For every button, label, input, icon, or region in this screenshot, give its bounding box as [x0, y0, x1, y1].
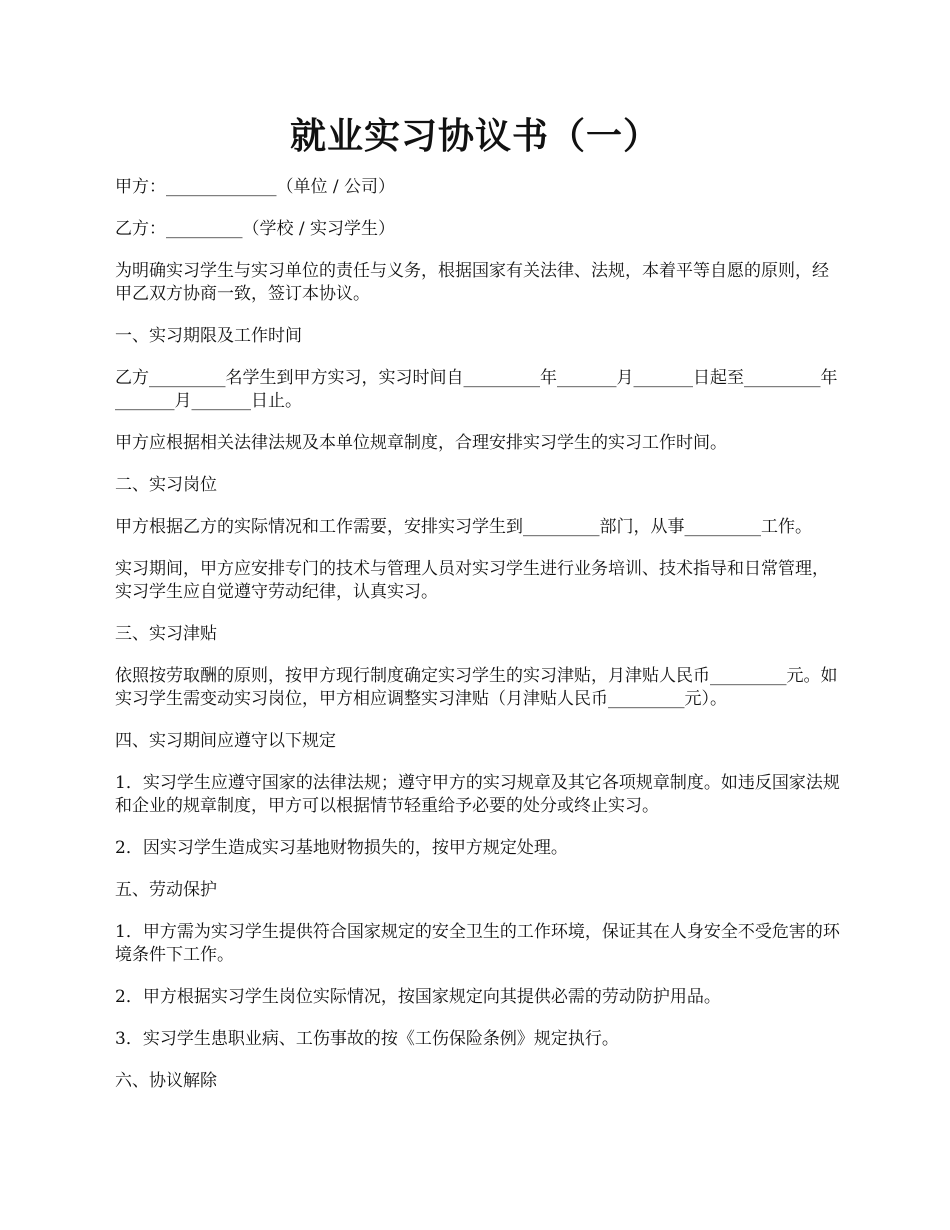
position-paragraph: 甲方根据乙方的实际情况和工作需要，安排实习学生到_________部门，从事_________工作。 [115, 517, 812, 537]
intro-paragraph: 为明确实习学生与实习单位的责任与义务，根据国家有关法律、法规，本着平等自愿的原则，经甲乙双方协商一致，签订本协议。 [115, 261, 829, 304]
document-body [115, 176, 845, 1112]
internship-period-paragraph: 乙方_________名学生到甲方实习，实习时间自_________年_______月_______日起至_________年_______月_______日止。 [115, 368, 838, 411]
section-heading-termination: 六、协议解除 [115, 1071, 217, 1091]
allowance-paragraph: 依照按劳取酬的原则，按甲方现行制度确定实习学生的实习津贴，月津贴人民币_________元。如实习学生需变动实习岗位，甲方相应调整实习津贴（月津贴人民币_________元）。 [115, 666, 838, 709]
protection-item-1: 1．甲方需为实习学生提供符合国家规定的安全卫生的工作环境，保证其在人身安全不受危害的环境条件下工作。 [115, 922, 840, 965]
protection-item-2: 2．甲方根据实习学生岗位实际情况，按国家规定向其提供必需的劳动防护用品。 [115, 987, 721, 1007]
section-heading-position: 二、实习岗位 [115, 475, 217, 495]
rules-item-1: 1．实习学生应遵守国家的法律法规；遵守甲方的实习规章及其它各项规章制度。如违反国家法规和企业的规章制度，甲方可以根据情节轻重给予必要的处分或终止实习。 [115, 773, 840, 816]
section-heading-rules: 四、实习期间应遵守以下规定 [115, 731, 336, 751]
protection-item-3: 3．实习学生患职业病、工伤事故的按《工伤保险条例》规定执行。 [115, 1029, 619, 1049]
section-heading-internship-period: 一、实习期限及工作时间 [115, 326, 302, 346]
party-b-line: 乙方：_________（学校 / 实习学生） [115, 219, 396, 239]
party-a-line: 甲方：_____________（单位 / 公司） [115, 177, 396, 197]
work-time-paragraph: 甲方应根据相关法律法规及本单位规章制度，合理安排实习学生的实习工作时间。 [115, 433, 727, 453]
document-title: 就业实习协议书（一） [289, 115, 660, 157]
rules-item-2: 2．因实习学生造成实习基地财物损失的，按甲方规定处理。 [115, 838, 568, 858]
training-paragraph: 实习期间，甲方应安排专门的技术与管理人员对实习学生进行业务培训、技术指导和日常管理，实习学生应自觉遵守劳动纪律，认真实习。 [115, 559, 829, 602]
section-heading-labor-protection: 五、劳动保护 [115, 880, 217, 900]
section-heading-allowance: 三、实习津贴 [115, 624, 217, 644]
